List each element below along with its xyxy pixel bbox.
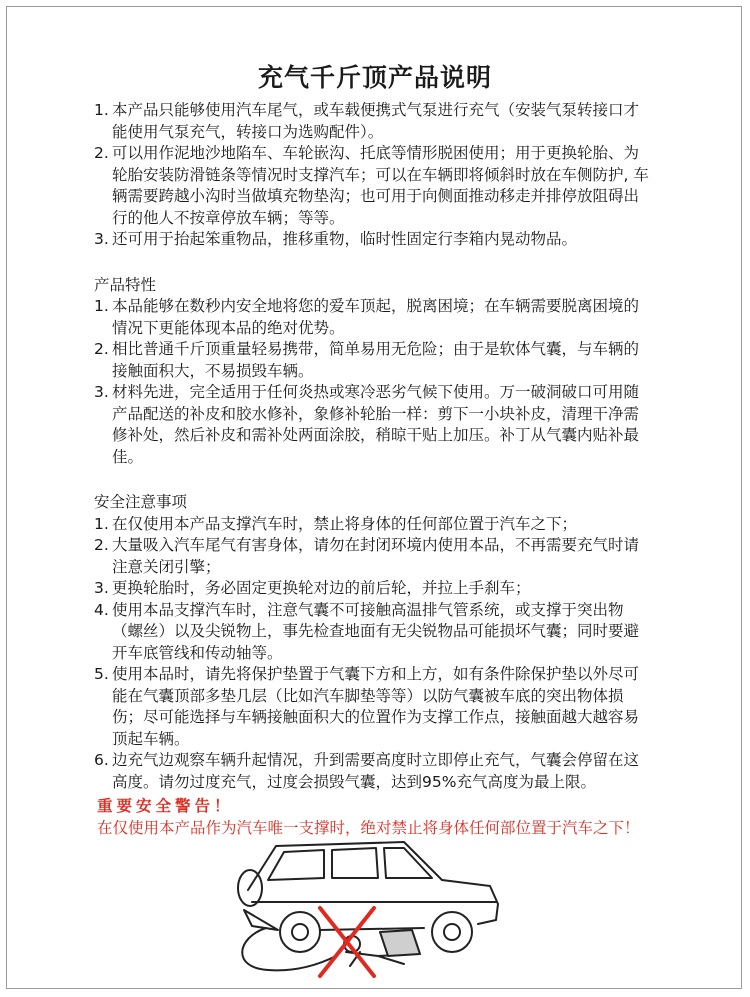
- features-list: [94, 296, 654, 468]
- car-window-front: [268, 850, 324, 880]
- intro-list: [94, 100, 654, 251]
- page-title: 充气千斤顶产品说明: [257, 63, 492, 92]
- list-item: 4. 使用本品支撑汽车时，注意气囊不可接触高温排气管系统，或支撑于突出物（螺丝）以及尖锐物上，事先检查地面有无尖锐物品可能损坏气囊；同时要避开车底管线和传动轴等。: [94, 600, 640, 662]
- list-item: 1. 本品能够在数秒内安全地将您的爱车顶起，脱离困境；在车辆需要脱离困境的情况下更能体现本品的绝对优势。: [94, 297, 640, 337]
- warning-title: 重要安全警告！: [97, 797, 234, 815]
- front-wheel: [432, 912, 472, 952]
- features-heading: 产品特性: [94, 275, 157, 294]
- list-item: 3. 材料先进，完全适用于任何炎热或寒冷恶劣气候下使用。万一破洞破口可用随产品配送的补皮和胶水修补，象修补轮胎一样：剪下一小块补皮，清理干净需修补处，然后补皮和需补处两面涂胶，稍晾干贴上加压。补丁从气囊内贴补最佳。: [94, 383, 640, 466]
- list-item: 2. 大量吸入汽车尾气有害身体，请勿在封闭环境内使用本品，不再需要充气时请注意关闭引擎；: [94, 536, 640, 576]
- warning-text: 在仅使用本产品作为汽车唯一支撑时，绝对禁止将身体任何部位置于汽车之下！: [97, 819, 640, 837]
- list-item: 1. 在仅使用本产品支撑汽车时，禁止将身体的任何部位置于汽车之下；: [94, 514, 578, 533]
- car-window-middle: [332, 848, 378, 878]
- safety-list: [94, 514, 654, 794]
- air-jack-bag: [380, 930, 420, 956]
- car-jack-warning-illustration: [228, 832, 528, 980]
- list-item: 2. 可以用作泥地沙地陷车、车轮嵌沟、托底等情形脱困使用；用于更换轮胎、为轮胎安装防滑链条等情况时支撑汽车；可以在车辆即将倾斜时放在车侧防护, 车辆需要跨越小沟时当做填充物垫沟；也可用于向侧面推动移走并排停放阻碍出行的他人不按章停放车辆；等等。: [94, 144, 649, 227]
- document-body: [94, 100, 654, 793]
- list-item: 3. 更换轮胎时，务必固定更换轮对边的前后轮，并拉上手刹车；: [94, 579, 531, 597]
- safety-heading: 安全注意事项: [94, 493, 188, 511]
- list-item: 2. 相比普通千斤顶重量轻易携带，简单易用无危险；由于是软体气囊，与车辆的接触面积大，不易损毁车辆。: [94, 340, 640, 380]
- list-item: 1. 本产品只能够使用汽车尾气，或车载便携式气泵进行充气（安装气泵转接口才能使用气泵充气，转接口为选购配件）。: [94, 101, 640, 141]
- list-item: 6. 边充气边观察车辆升起情况，升到需要高度时立即停止充气，气囊会停留在这高度。请勿过度充气，过度会损毁气囊，达到95%充气高度为最上限。: [94, 751, 640, 791]
- rear-wheel: [280, 912, 320, 952]
- list-item: 3. 还可用于抬起笨重物品，推移重物，临时性固定行李箱内晃动物品。: [94, 230, 578, 248]
- list-item: 5. 使用本品时，请先将保护垫置于气囊下方和上方，如有条件除保护垫以外尽可能在气囊顶部多垫几层（比如汽车脚垫等等）以防气囊被车底的突出物体损伤；尽可能选择与车辆接触面积大的位置作为支撑工作点，接触面越大越容易顶起车辆。: [94, 665, 640, 748]
